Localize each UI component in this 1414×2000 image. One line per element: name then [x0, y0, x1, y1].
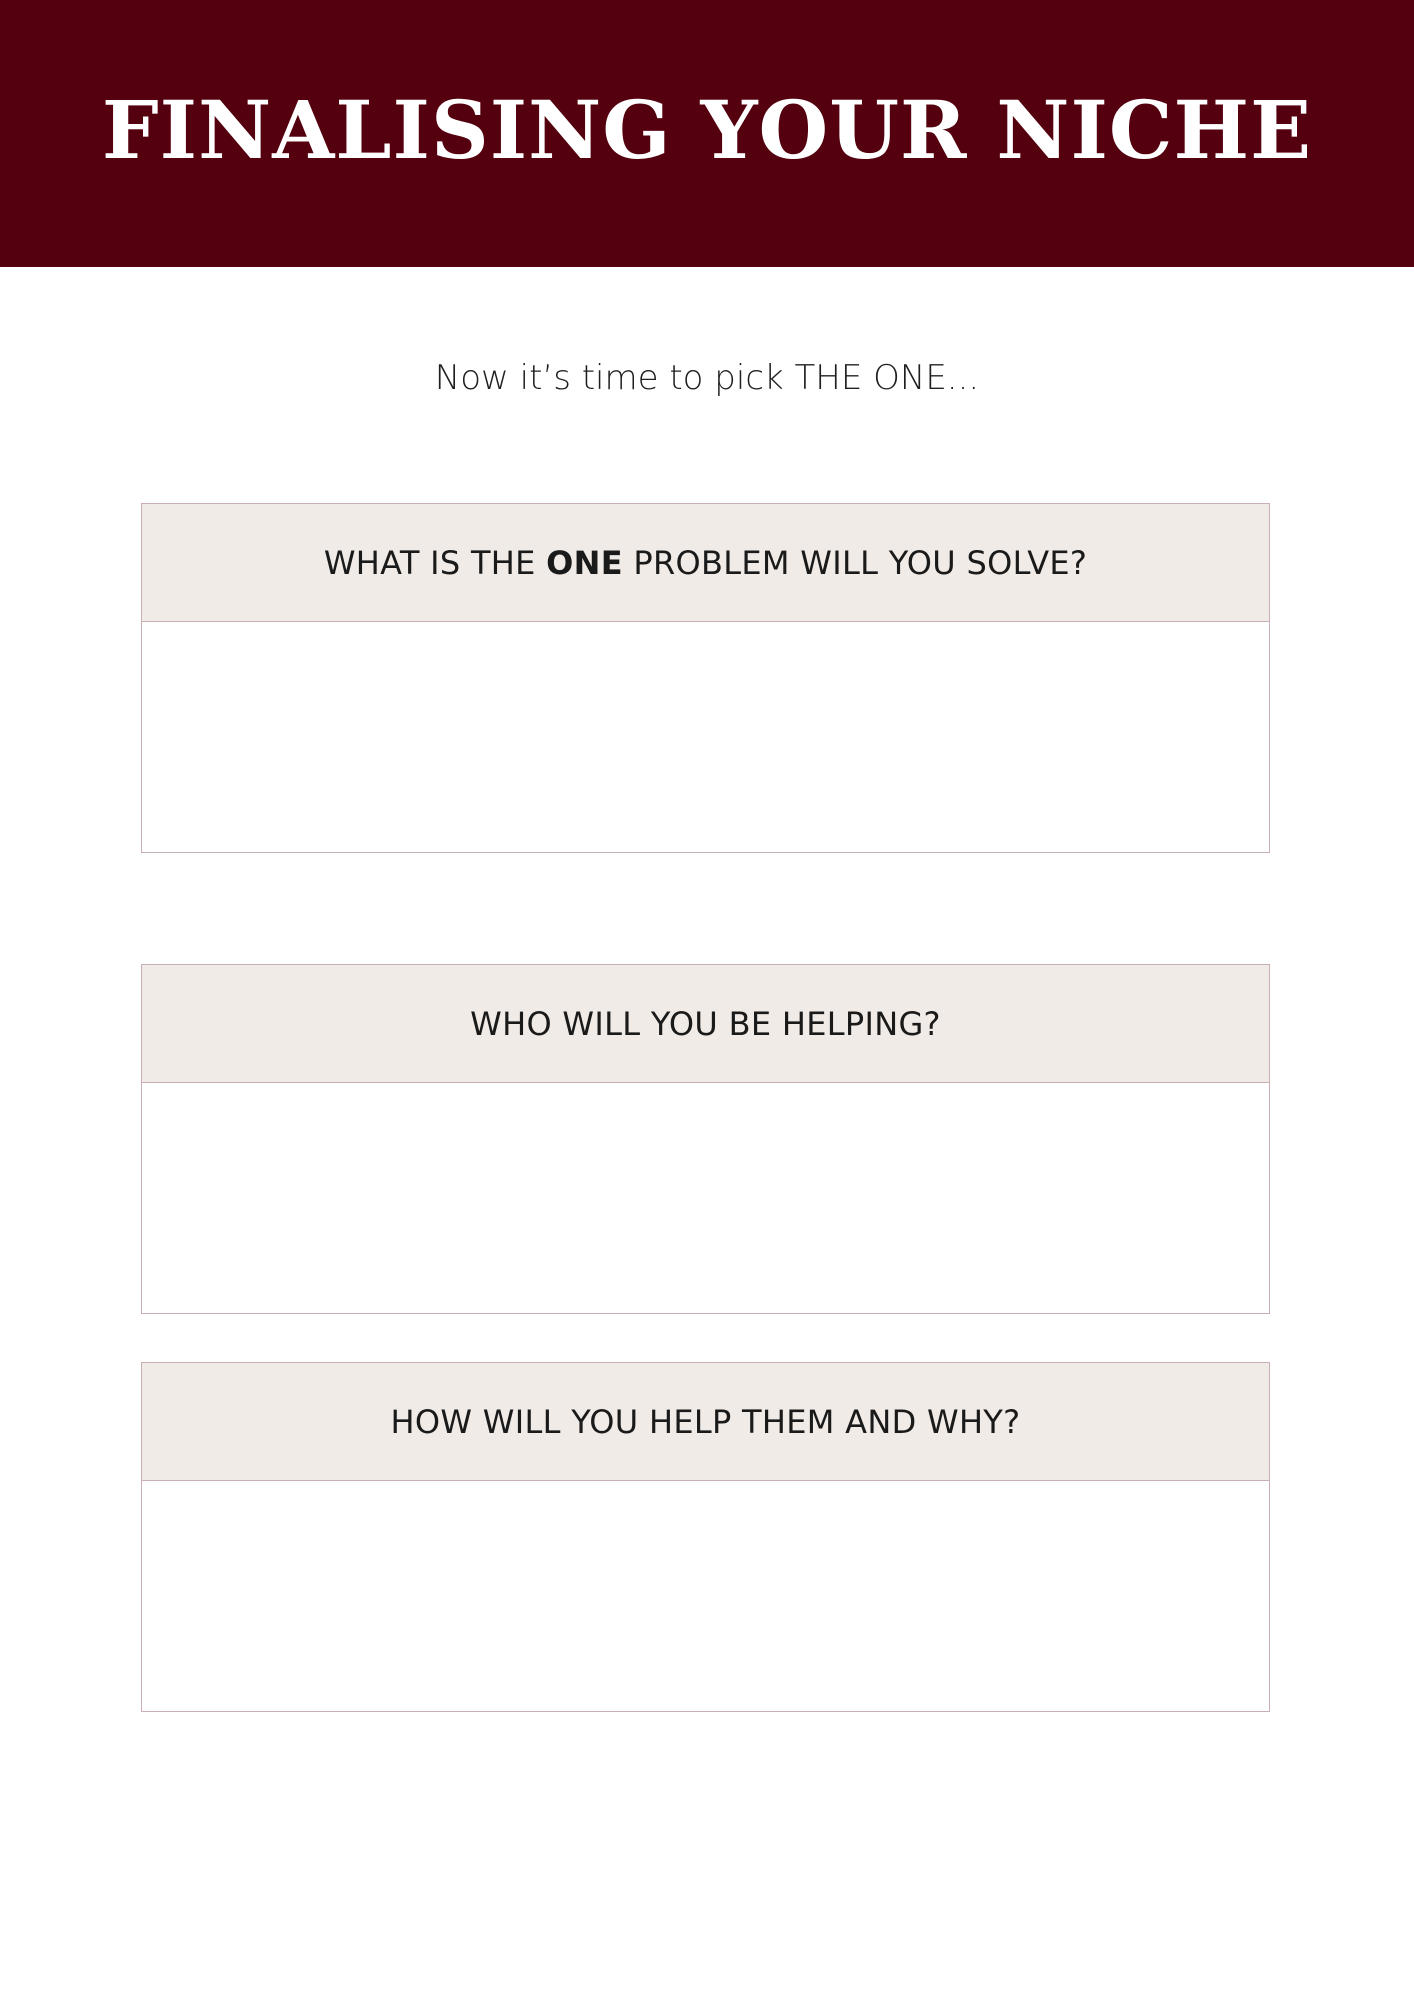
page-title: FINALISING YOUR NICHE [101, 82, 1313, 177]
question-text-before: WHAT IS THE [323, 543, 547, 582]
question-text: HOW WILL YOU HELP THEM AND WHY? [390, 1402, 1021, 1441]
question-header [142, 504, 1269, 622]
answer-area[interactable] [142, 1481, 1269, 1711]
question-box-method [141, 1362, 1270, 1712]
question-header [142, 965, 1269, 1083]
answer-area[interactable] [142, 1083, 1269, 1313]
question-text: WHO WILL YOU BE HELPING? [470, 1004, 941, 1043]
question-box-problem [141, 503, 1270, 853]
question-text-emphasis: ONE [546, 543, 623, 582]
question-box-audience [141, 964, 1270, 1314]
question-header [142, 1363, 1269, 1481]
subtitle: Now it’s time to pick THE ONE... [434, 358, 980, 398]
answer-area[interactable] [142, 622, 1269, 852]
question-text-after: PROBLEM WILL YOU SOLVE? [622, 543, 1088, 582]
header-banner [0, 0, 1414, 267]
